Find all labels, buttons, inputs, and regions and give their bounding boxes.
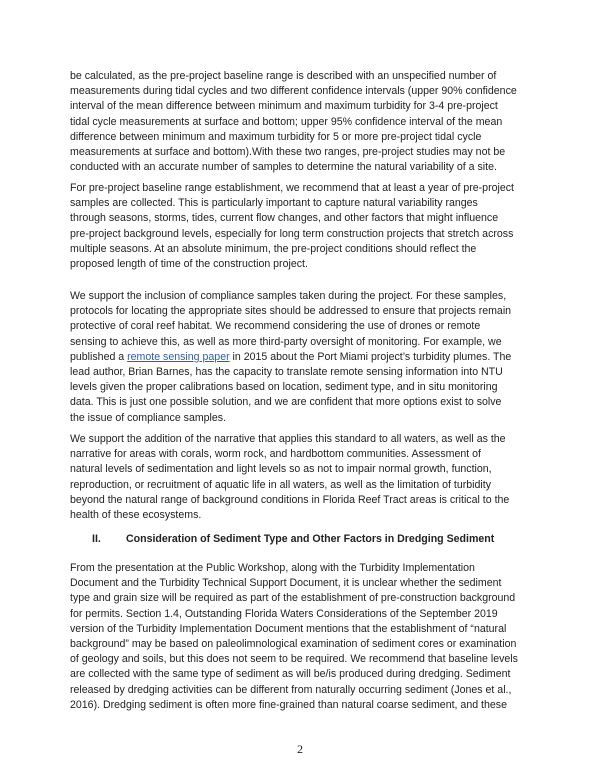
text-line: proposed length of time of the construction project. [70, 258, 308, 271]
text-line: We support the inclusion of compliance samples taken during the project. For these samples, [70, 290, 507, 302]
text-line: reproduction, or recruitment of aquatic life in all waters, as well as the limitation of turbidity [70, 478, 491, 491]
text-line-with-link [70, 350, 540, 365]
text-line: multiple seasons. At an absolute minimum, the pre-project conditions should reflect the [70, 242, 477, 255]
section-number: II. [92, 533, 101, 545]
paragraph-baseline-calculation [70, 69, 540, 175]
text-line: protective of coral reef habitat. We recommend considering the use of drones or remote [70, 320, 481, 333]
text-line: lead author, Brian Barnes, has the capacity to translate remote sensing information into NTU [70, 366, 503, 379]
text-line: From the presentation at the Public Workshop, along with the Turbidity Implementation [70, 562, 475, 574]
text-line: are collected with the same type of sediment as will be/is produced during dredging. Sediment [70, 668, 511, 681]
text-line: health of these ecosystems. [70, 509, 202, 522]
text-line: tidal cycle measurements at surface and bottom; upper 95% confidence interval of the mean [70, 115, 503, 128]
text-line: samples are collected. This is particularly important to capture natural variability ranges [70, 197, 478, 210]
text-line: natural levels of sedimentation and light levels so as not to impair normal growth, function, [70, 463, 492, 476]
text-line: version of the Turbidity Implementation Document mentions that the establishment of “natural [70, 622, 507, 635]
section-title: Consideration of Sediment Type and Other Factors in Dredging Sediment [126, 533, 495, 545]
paragraph-compliance-samples [70, 289, 540, 426]
text-line: beyond the natural range of background conditions in Florida Reef Tract areas is critical to the [70, 493, 510, 506]
paragraph-pre-project-samples [70, 181, 540, 272]
text-line: the issue of compliance samples. [70, 411, 227, 424]
text-line: data. This is just one possible solution, and we are confident that more options exist to solve [70, 396, 502, 409]
text-fragment: in 2015 about the Port Miami project’s turbidity plumes. The [229, 350, 512, 363]
text-line: narrative for areas with corals, worm rock, and hardbottom communities. Assessment of [70, 448, 481, 461]
text-line: conducted with an accurate number of samples to determine the natural variability of a site. [70, 161, 497, 174]
text-line: We support the addition of the narrative that applies this standard to all waters, as well as the [70, 433, 506, 445]
section-heading [70, 532, 540, 547]
text-line: of geology and soils, but this does not seem to be required. We recommend that baseline levels [70, 653, 518, 666]
text-line: pre-project background levels, especially for long term construction projects that stretch across [70, 227, 514, 240]
text-line: 2016). Dredging sediment is often more fine-grained than natural coarse sediment, and these [70, 698, 507, 711]
text-line: measurements at surface and bottom).With these two ranges, pre-project studies may not be [70, 146, 506, 159]
paragraph-narrative-support [70, 432, 540, 523]
text-line: Document and the Turbidity Technical Support Document, it is unclear whether the sediment [70, 577, 502, 590]
text-line: For pre-project baseline range establishment, we recommend that at least a year of pre-project [70, 182, 514, 194]
text-line: be calculated, as the pre-project baseline range is described with an unspecified number of [70, 70, 497, 82]
text-line: difference between minimum and maximum turbidity for 5 or more pre-project tidal cycle [70, 130, 482, 143]
text-line: background” may be based on paleolimnological examination of sediment cores or examination [70, 638, 517, 651]
text-line: protocols for locating the appropriate sites should be addressed to ensure that projects remain [70, 305, 512, 318]
remote-sensing-paper-link[interactable]: remote sensing paper [127, 350, 230, 363]
text-line: for permits. Section 1.4, Outstanding Florida Waters Considerations of the September 2019 [70, 607, 498, 620]
text-fragment: published a [70, 350, 128, 363]
page-number: 2 [297, 742, 303, 756]
text-line: measurements during tidal cycles and two different confidence intervals (upper 90% confidence [70, 85, 517, 98]
text-line: released by dredging activities can be different from naturally occurring sediment (Jones et al., [70, 683, 512, 696]
text-line: sensing to achieve this, as well as more third-party oversight of monitoring. For example, we [70, 335, 502, 348]
text-line: levels given the proper calibrations based on location, sediment type, and in situ monitoring [70, 381, 498, 394]
text-line: type and grain size will be required as part of the establishment of pre-construction background [70, 592, 516, 605]
text-line: through seasons, storms, tides, current flow changes, and other factors that might influence [70, 212, 499, 225]
paragraph-sediment-type [70, 561, 540, 713]
text-line: interval of the mean difference between minimum and maximum turbidity for 3-4 pre-project [70, 100, 498, 113]
